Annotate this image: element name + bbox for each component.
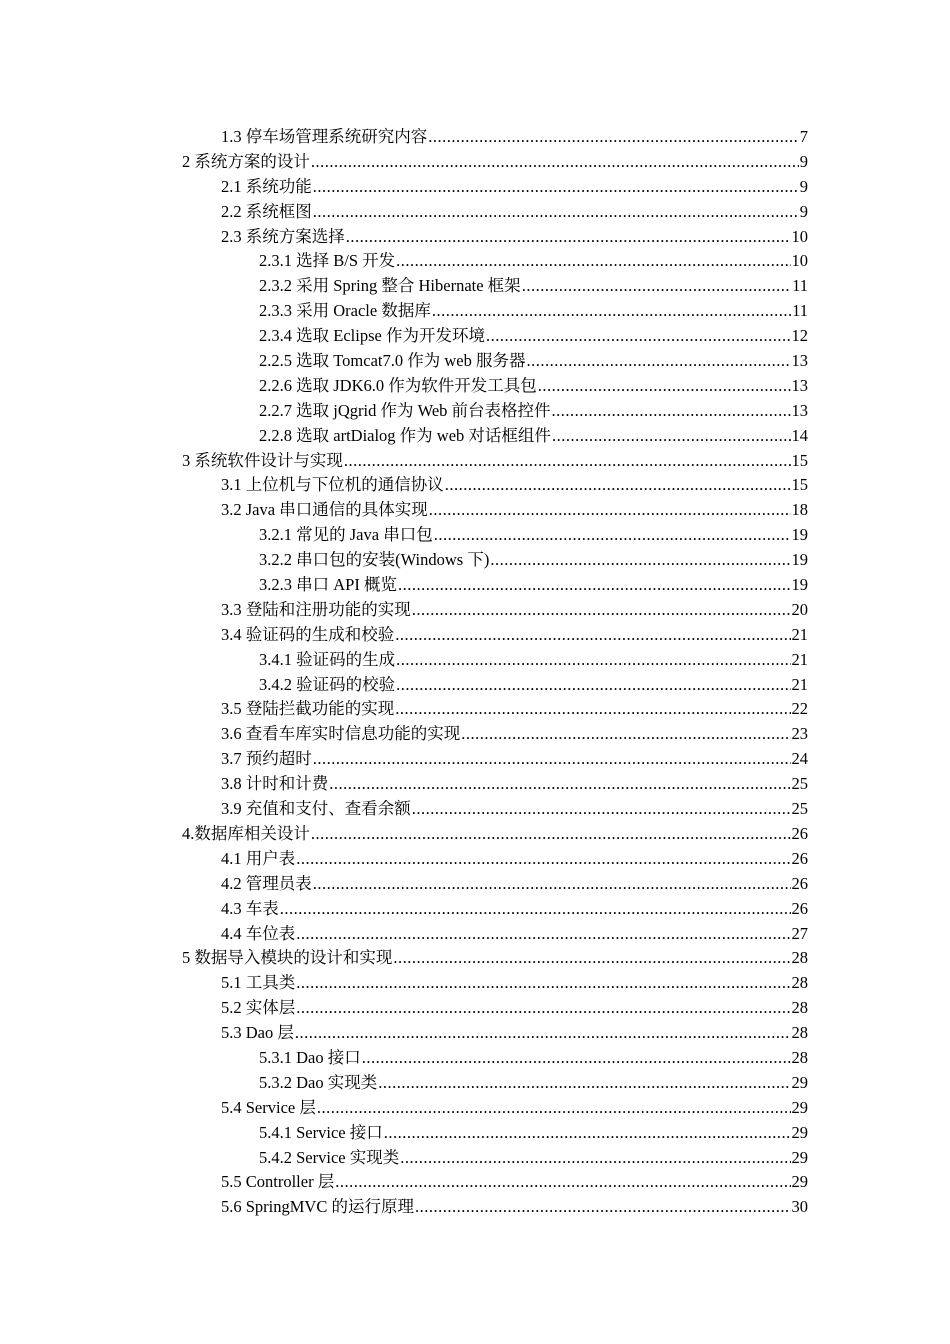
toc-entry-page-number: 10 xyxy=(791,251,808,271)
toc-entry-page-number: 9 xyxy=(799,151,808,171)
toc-entry-page-number: 19 xyxy=(791,575,808,595)
toc-entry-page-number: 29 xyxy=(791,1147,808,1167)
toc-entry-page-number: 11 xyxy=(792,276,808,296)
toc-entry-page-number: 20 xyxy=(791,599,808,619)
dot-leader xyxy=(398,573,791,598)
dot-leader xyxy=(395,697,790,722)
toc-entry[interactable] xyxy=(182,1096,808,1121)
toc-entry[interactable] xyxy=(182,175,808,200)
toc-entry[interactable] xyxy=(182,797,808,822)
dot-leader xyxy=(313,200,799,225)
toc-entry[interactable] xyxy=(182,523,808,548)
toc-entry-page-number: 23 xyxy=(791,724,808,744)
toc-entry-title: 2 系统方案的设计 xyxy=(182,151,310,171)
toc-entry-title: 5.4 Service 层 xyxy=(221,1097,316,1117)
dot-leader xyxy=(522,274,791,299)
toc-entry-page-number: 15 xyxy=(791,450,808,470)
toc-entry-title: 2.1 系统功能 xyxy=(221,176,312,196)
dot-leader xyxy=(396,249,790,274)
dot-leader xyxy=(311,150,799,175)
toc-entry-page-number: 21 xyxy=(791,624,808,644)
dot-leader xyxy=(393,946,790,971)
toc-entry-title: 1.3 停车场管理系统研究内容 xyxy=(221,127,428,146)
toc-entry-page-number: 19 xyxy=(791,550,808,570)
toc-entry-title: 5.6 SpringMVC 的运行原理 xyxy=(221,1197,414,1217)
toc-entry-title: 3.4.2 验证码的校验 xyxy=(259,674,396,694)
toc-entry-page-number: 28 xyxy=(791,973,808,993)
toc-entry-title: 2.2 系统框图 xyxy=(221,201,312,221)
dot-leader xyxy=(362,1046,791,1071)
toc-entry-page-number: 26 xyxy=(791,898,808,918)
toc-entry[interactable] xyxy=(182,548,808,573)
toc-entry-title: 2.3.1 选择 B/S 开发 xyxy=(259,251,396,271)
toc-entry[interactable] xyxy=(182,772,808,797)
dot-leader xyxy=(335,1170,790,1195)
dot-leader xyxy=(313,872,791,897)
toc-entry[interactable] xyxy=(182,225,808,250)
toc-entry[interactable] xyxy=(182,299,808,324)
dot-leader xyxy=(295,1021,791,1046)
dot-leader xyxy=(428,125,799,150)
toc-entry-title: 2.3.2 采用 Spring 整合 Hibernate 框架 xyxy=(259,276,521,296)
dot-leader xyxy=(317,1096,791,1121)
toc-entry[interactable] xyxy=(182,1021,808,1046)
toc-entry[interactable] xyxy=(182,374,808,399)
dot-leader xyxy=(296,996,790,1021)
toc-entry[interactable] xyxy=(182,872,808,897)
toc-entry-page-number: 13 xyxy=(791,400,808,420)
toc-entry[interactable] xyxy=(182,648,808,673)
dot-leader xyxy=(313,175,799,200)
dot-leader xyxy=(329,772,790,797)
toc-entry[interactable] xyxy=(182,822,808,847)
toc-entry[interactable] xyxy=(182,449,808,474)
toc-entry[interactable] xyxy=(182,946,808,971)
toc-entry-title: 3.6 查看车库实时信息功能的实现 xyxy=(221,724,461,744)
toc-entry-page-number: 29 xyxy=(791,1122,808,1142)
toc-entry-page-number: 26 xyxy=(791,848,808,868)
dot-leader xyxy=(396,648,790,673)
toc-entry[interactable] xyxy=(182,1046,808,1071)
toc-entry[interactable] xyxy=(182,249,808,274)
toc-entry[interactable] xyxy=(182,150,808,175)
toc-entry[interactable] xyxy=(182,473,808,498)
toc-entry-title: 3.4 验证码的生成和校验 xyxy=(221,624,395,644)
toc-entry-page-number: 28 xyxy=(791,1023,808,1043)
toc-entry-title: 5.1 工具类 xyxy=(221,973,296,993)
toc-entry-page-number: 13 xyxy=(791,351,808,371)
dot-leader xyxy=(412,598,791,623)
toc-entry-page-number: 29 xyxy=(791,1172,808,1192)
dot-leader xyxy=(313,747,791,772)
toc-entry-title: 3.5 登陆拦截功能的实现 xyxy=(221,699,395,719)
dot-leader xyxy=(552,399,791,424)
toc-entry-title: 3.2 Java 串口通信的具体实现 xyxy=(221,500,428,520)
toc-entry-title: 2.2.6 选取 JDK6.0 作为软件开发工具包 xyxy=(259,375,537,395)
toc-entry[interactable] xyxy=(182,722,808,747)
toc-entry-page-number: 29 xyxy=(791,1097,808,1117)
dot-leader xyxy=(429,498,791,523)
toc-entry-title: 3.4.1 验证码的生成 xyxy=(259,649,396,669)
toc-entry[interactable] xyxy=(182,847,808,872)
toc-entry[interactable] xyxy=(182,673,808,698)
toc-entry[interactable] xyxy=(182,1195,808,1220)
toc-entry-title: 3.1 上位机与下位机的通信协议 xyxy=(221,475,444,495)
toc-entry-title: 5.5 Controller 层 xyxy=(221,1172,335,1192)
toc-entry-page-number: 28 xyxy=(791,998,808,1018)
toc-entry-page-number: 18 xyxy=(791,500,808,520)
toc-entry-title: 5 数据导入模块的设计和实现 xyxy=(182,948,393,968)
toc-entry-title: 2.3.3 采用 Oracle 数据库 xyxy=(259,301,431,321)
table-of-contents xyxy=(182,125,808,1220)
toc-entry-title: 3 系统软件设计与实现 xyxy=(182,450,343,470)
toc-entry-page-number: 7 xyxy=(799,127,808,146)
toc-entry-page-number: 25 xyxy=(791,774,808,794)
dot-leader xyxy=(434,523,791,548)
toc-entry[interactable] xyxy=(182,125,808,150)
toc-entry-page-number: 19 xyxy=(791,525,808,545)
dot-leader xyxy=(526,349,790,374)
toc-entry-title: 5.3.2 Dao 实现类 xyxy=(259,1072,378,1092)
dot-leader xyxy=(412,797,791,822)
toc-entry-page-number: 9 xyxy=(799,201,808,221)
dot-leader xyxy=(384,1121,791,1146)
dot-leader xyxy=(490,548,790,573)
dot-leader xyxy=(296,847,790,872)
toc-entry[interactable] xyxy=(182,1146,808,1171)
toc-entry[interactable] xyxy=(182,573,808,598)
dot-leader xyxy=(432,299,791,324)
toc-entry-page-number: 10 xyxy=(791,226,808,246)
toc-entry-title: 4.2 管理员表 xyxy=(221,873,312,893)
dot-leader xyxy=(400,1146,790,1171)
dot-leader xyxy=(346,225,791,250)
toc-entry-page-number: 25 xyxy=(791,799,808,819)
toc-entry[interactable] xyxy=(182,399,808,424)
toc-entry-page-number: 12 xyxy=(791,326,808,346)
toc-entry-title: 2.3.4 选取 Eclipse 作为开发环境 xyxy=(259,326,485,346)
toc-entry-title: 3.8 计时和计费 xyxy=(221,774,329,794)
dot-leader xyxy=(486,324,791,349)
dot-leader xyxy=(461,722,790,747)
toc-entry-title: 2.2.5 选取 Tomcat7.0 作为 web 服务器 xyxy=(259,351,526,371)
toc-entry-title: 5.3.1 Dao 接口 xyxy=(259,1047,361,1067)
dot-leader xyxy=(296,971,790,996)
toc-entry[interactable] xyxy=(182,498,808,523)
toc-entry-title: 5.4.1 Service 接口 xyxy=(259,1122,383,1142)
toc-entry[interactable] xyxy=(182,971,808,996)
toc-entry[interactable] xyxy=(182,274,808,299)
toc-entry[interactable] xyxy=(182,324,808,349)
toc-entry[interactable] xyxy=(182,349,808,374)
toc-entry-page-number: 26 xyxy=(791,823,808,843)
toc-entry[interactable] xyxy=(182,747,808,772)
toc-entry-title: 2.2.8 选取 artDialog 作为 web 对话框组件 xyxy=(259,425,551,445)
toc-entry[interactable] xyxy=(182,200,808,225)
toc-entry[interactable] xyxy=(182,1121,808,1146)
toc-entry-page-number: 30 xyxy=(791,1197,808,1217)
dot-leader xyxy=(552,424,791,449)
toc-entry-page-number: 15 xyxy=(791,475,808,495)
toc-entry-title: 4.1 用户表 xyxy=(221,848,296,868)
toc-entry-title: 4.4 车位表 xyxy=(221,923,296,943)
dot-leader xyxy=(311,822,791,847)
dot-leader xyxy=(395,623,790,648)
dot-leader xyxy=(296,922,790,947)
toc-entry-page-number: 14 xyxy=(791,425,808,445)
toc-entry[interactable] xyxy=(182,897,808,922)
toc-entry[interactable] xyxy=(182,1071,808,1096)
toc-entry-title: 5.3 Dao 层 xyxy=(221,1023,294,1043)
toc-entry-title: 4.数据库相关设计 xyxy=(182,823,310,843)
toc-entry[interactable] xyxy=(182,424,808,449)
toc-entry-page-number: 28 xyxy=(791,948,808,968)
toc-entry-page-number: 28 xyxy=(791,1047,808,1067)
toc-entry[interactable] xyxy=(182,598,808,623)
dot-leader xyxy=(344,449,791,474)
toc-entry-title: 3.7 预约超时 xyxy=(221,749,312,769)
toc-entry[interactable] xyxy=(182,922,808,947)
dot-leader xyxy=(538,374,791,399)
toc-entry-page-number: 9 xyxy=(799,176,808,196)
toc-entry-title: 3.9 充值和支付、查看余额 xyxy=(221,799,411,819)
toc-entry-title: 5.4.2 Service 实现类 xyxy=(259,1147,400,1167)
toc-entry-page-number: 27 xyxy=(791,923,808,943)
toc-entry-title: 5.2 实体层 xyxy=(221,998,296,1018)
toc-entry-page-number: 21 xyxy=(791,649,808,669)
dot-leader xyxy=(445,473,791,498)
toc-entry-page-number: 22 xyxy=(791,699,808,719)
dot-leader xyxy=(378,1071,790,1096)
dot-leader xyxy=(280,897,791,922)
toc-entry-page-number: 13 xyxy=(791,375,808,395)
toc-entry-title: 3.2.3 串口 API 概览 xyxy=(259,575,397,595)
toc-entry-title: 2.3 系统方案选择 xyxy=(221,226,345,246)
toc-entry[interactable] xyxy=(182,996,808,1021)
toc-entry-title: 3.2.2 串口包的安装(Windows 下) xyxy=(259,550,490,570)
toc-entry[interactable] xyxy=(182,697,808,722)
toc-entry[interactable] xyxy=(182,623,808,648)
dot-leader xyxy=(415,1195,791,1220)
toc-entry-page-number: 21 xyxy=(791,674,808,694)
toc-entry-title: 3.3 登陆和注册功能的实现 xyxy=(221,599,411,619)
toc-entry-page-number: 24 xyxy=(791,749,808,769)
toc-entry-page-number: 26 xyxy=(791,873,808,893)
toc-entry-title: 3.2.1 常见的 Java 串口包 xyxy=(259,525,433,545)
toc-entry[interactable] xyxy=(182,1170,808,1195)
toc-entry-page-number: 29 xyxy=(791,1072,808,1092)
toc-entry-title: 2.2.7 选取 jQgrid 作为 Web 前台表格控件 xyxy=(259,400,551,420)
toc-entry-title: 4.3 车表 xyxy=(221,898,279,918)
dot-leader xyxy=(396,673,790,698)
toc-entry-page-number: 11 xyxy=(792,301,808,321)
